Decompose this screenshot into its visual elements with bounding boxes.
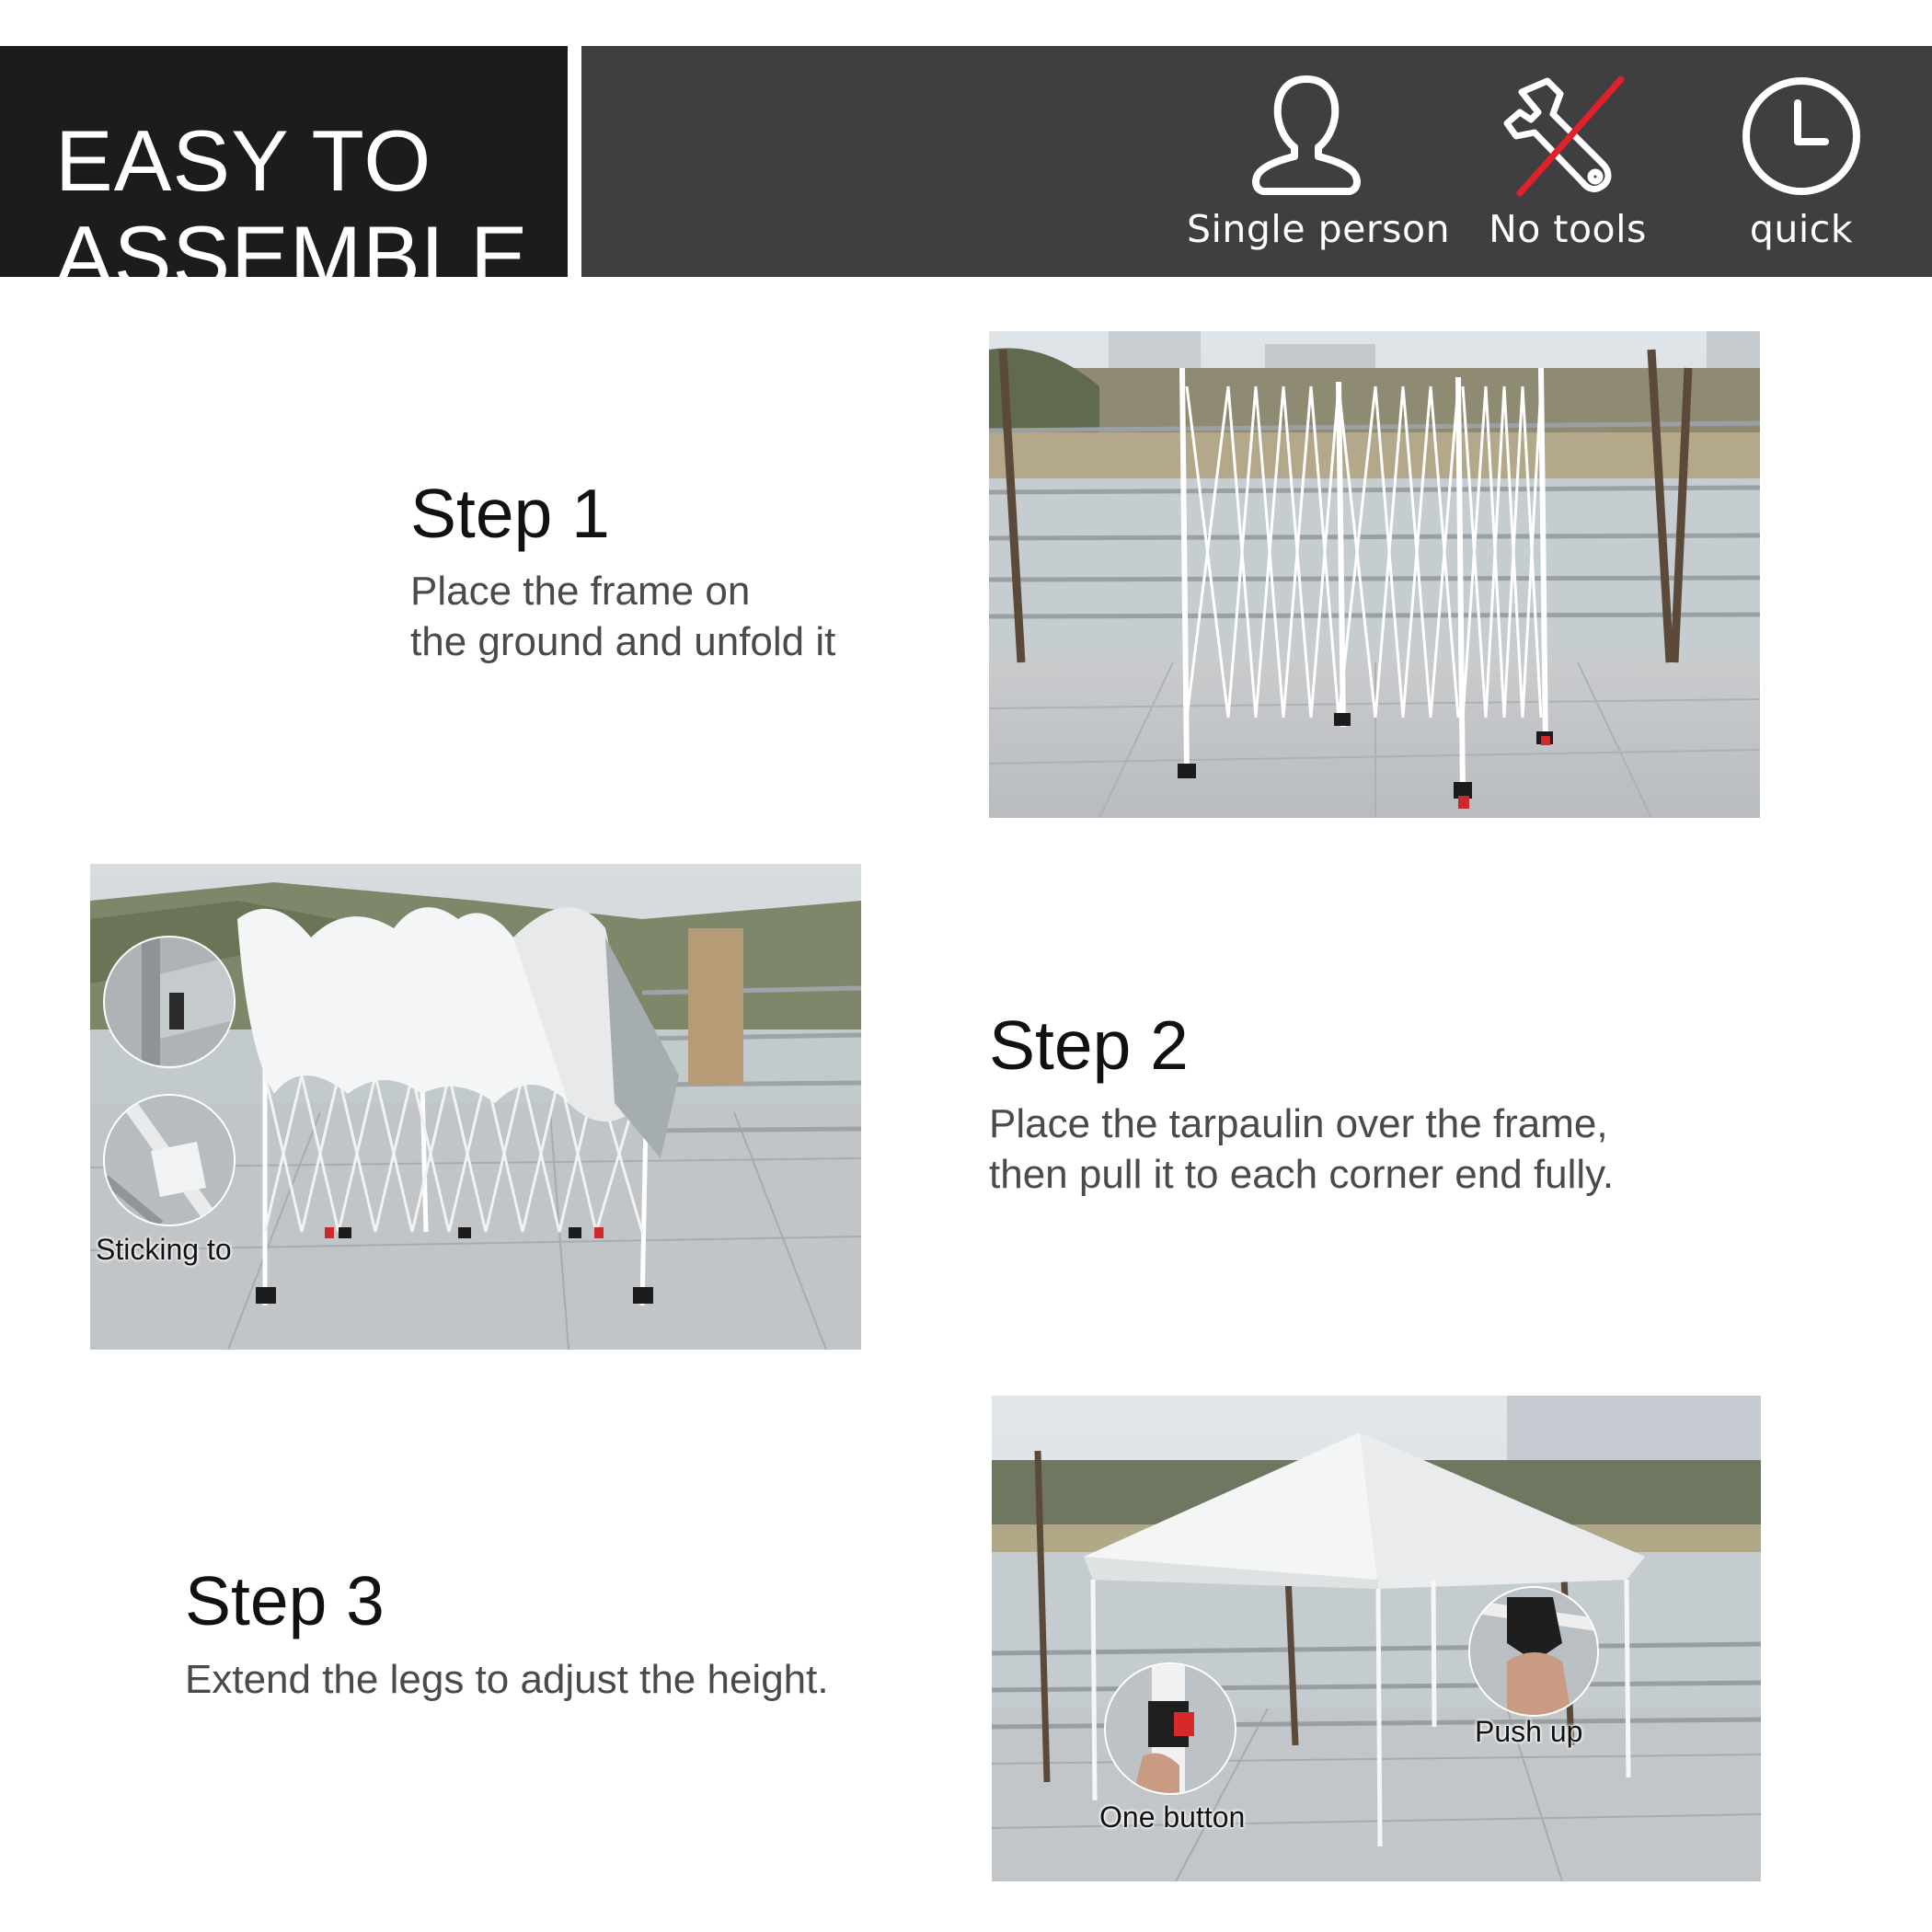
step2-inset-corner [103, 936, 236, 1068]
step2-heading: Step 2 [989, 1006, 1189, 1084]
step3-photo-canopy [992, 1396, 1761, 1881]
single-person-icon [1247, 72, 1366, 201]
step2-text-line2: then pull it to each corner end fully. [989, 1152, 1615, 1197]
no-tools-icon [1503, 72, 1632, 201]
step1-text-line1: Place the frame on [410, 569, 751, 614]
step2-photo-tarpaulin [90, 864, 861, 1350]
callout-one-button: One button [1099, 1800, 1246, 1834]
step3-inset-one-button [1104, 1662, 1236, 1795]
feature-no-tools [1448, 46, 1687, 277]
step3-heading: Step 3 [185, 1562, 385, 1639]
header-features-panel [581, 46, 1932, 277]
step2-inset-velcro [103, 1094, 236, 1226]
step3-inset-push-up [1468, 1586, 1599, 1717]
step2-text-line1: Place the tarpaulin over the frame, [989, 1101, 1608, 1146]
header-title-panel [0, 46, 568, 305]
step3-text-line1: Extend the legs to adjust the height. [185, 1657, 829, 1702]
feature-label-no-tools: No tools [1489, 207, 1647, 251]
callout-sticking-to: Sticking to [96, 1233, 232, 1266]
step1-heading: Step 1 [410, 475, 610, 552]
header-title-line2: ASSEMBLE [55, 208, 529, 305]
feature-single-person [1187, 46, 1451, 277]
feature-label-single-person: Single person [1187, 207, 1451, 251]
feature-label-quick: quick [1749, 207, 1854, 251]
header-title-line1: EASY TO [55, 112, 432, 209]
step1-text-line2: the ground and unfold it [410, 619, 836, 664]
clock-icon [1737, 72, 1866, 201]
feature-quick [1682, 46, 1921, 277]
callout-push-up: Push up [1475, 1715, 1583, 1748]
step1-photo-folded-frame [989, 331, 1760, 818]
